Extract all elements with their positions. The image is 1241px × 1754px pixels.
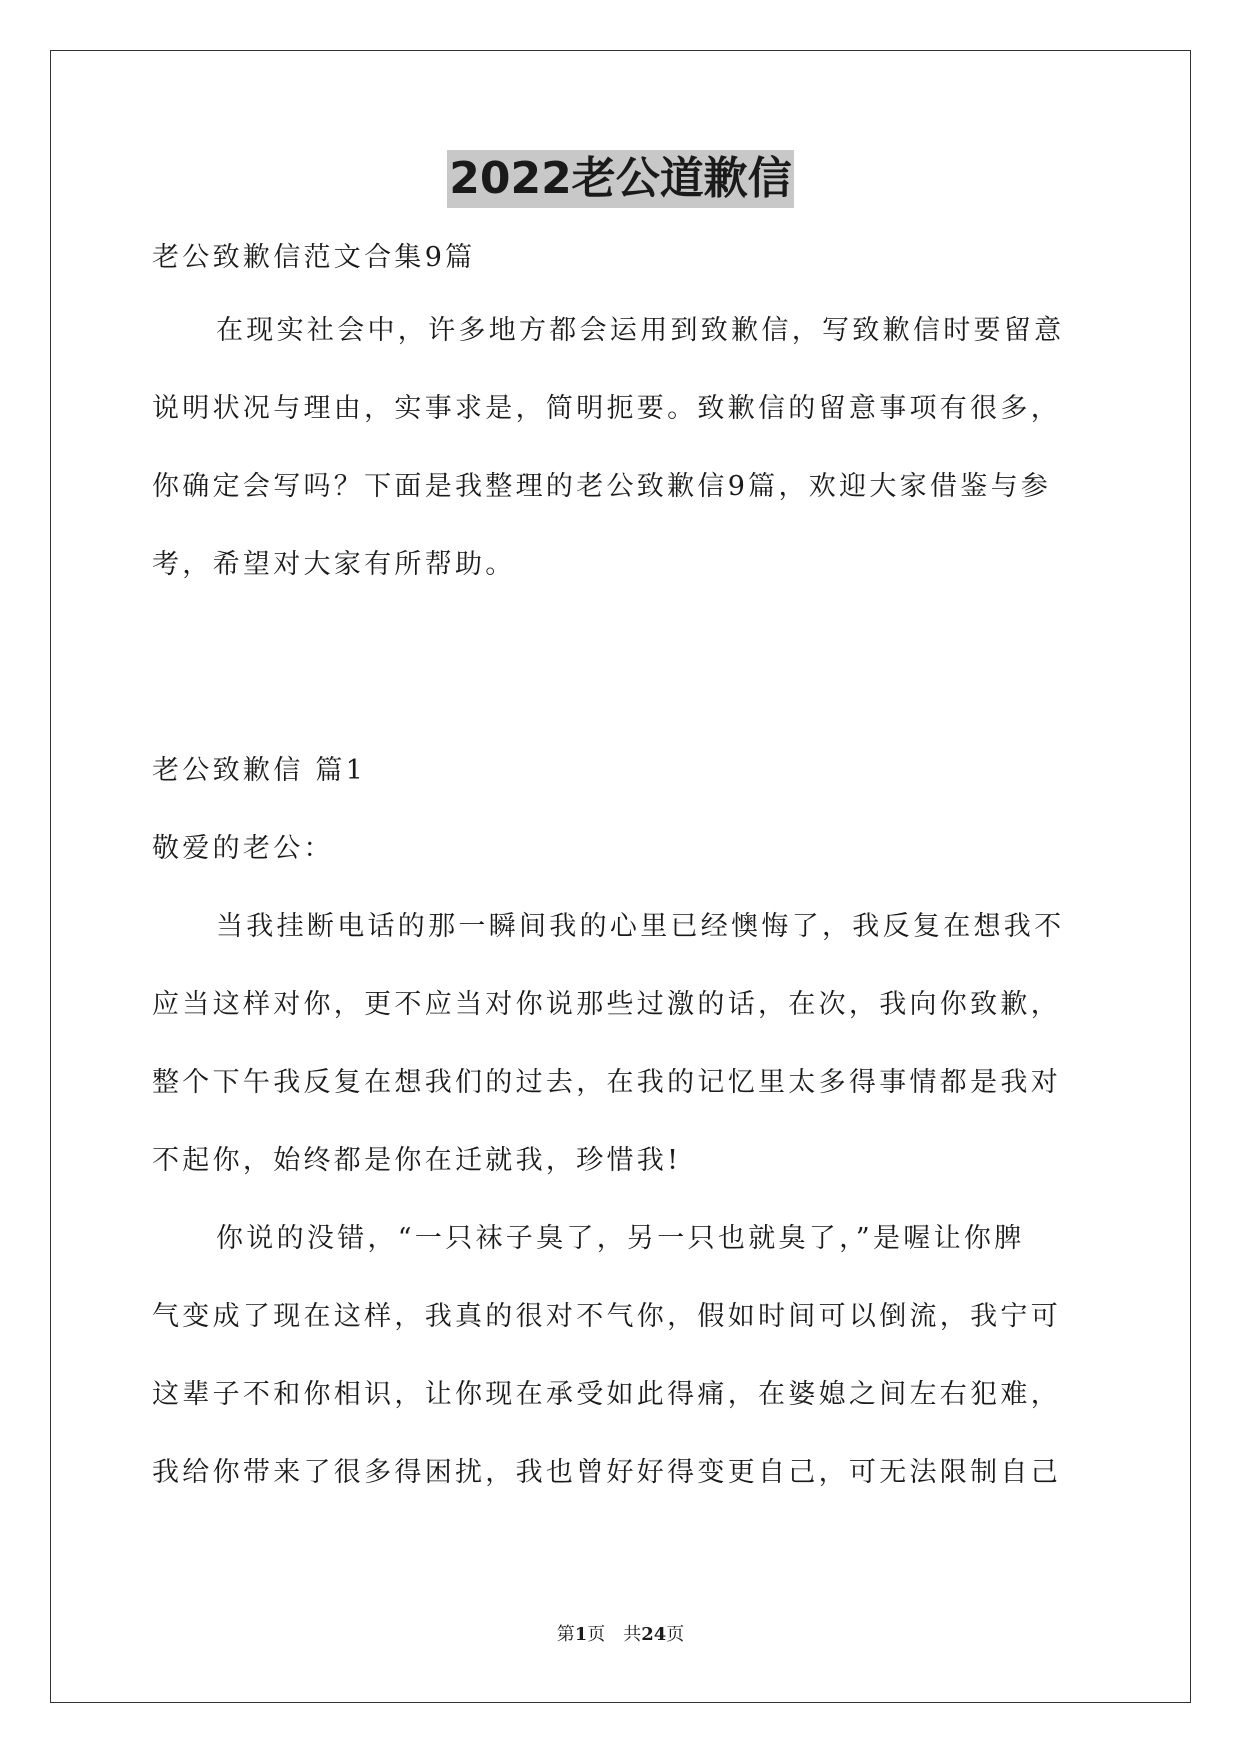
paragraph-line: 当我挂断电话的那一瞬间我的心里已经懊悔了，我反复在想我不 [216, 911, 1065, 942]
total-prefix: 共 [623, 1624, 642, 1645]
body-paragraph-1 [152, 888, 1092, 1200]
intro-line: 在现实社会中，许多地方都会运用到致歉信，写致歉信时要留意 [216, 315, 1065, 346]
intro-line: 说明状况与理由，实事求是，简明扼要。致歉信的留意事项有很多， [152, 393, 1061, 424]
intro-line: 你确定会写吗？下面是我整理的老公致歉信9篇，欢迎大家借鉴与参 [152, 471, 1052, 502]
paragraph-line: 你说的没错，“一只袜子臭了，另一只也就臭了，”是喔让你脾 [216, 1223, 1025, 1254]
intro-paragraph [152, 292, 1092, 604]
paragraph-line: 不起你，始终都是你在迁就我，珍惜我! [152, 1145, 682, 1176]
paragraph-line: 这辈子不和你相识，让你现在承受如此得痛，在婆媳之间左右犯难， [152, 1379, 1061, 1410]
page-number: 1 [574, 1624, 588, 1645]
section-heading: 老公致歉信 篇1 [152, 755, 367, 786]
document-title [0, 150, 1241, 208]
paragraph-line: 应当这样对你，更不应当对你说那些过激的话，在次，我向你致歉， [152, 989, 1061, 1020]
total-suffix: 页 [666, 1624, 685, 1645]
document-title-text: 2022老公道歉信 [447, 150, 793, 208]
paragraph-line: 整个下午我反复在想我们的过去，在我的记忆里太多得事情都是我对 [152, 1067, 1061, 1098]
page-suffix: 页 [587, 1624, 606, 1645]
page-footer [0, 1620, 1241, 1646]
total-pages: 24 [641, 1624, 667, 1645]
body-paragraph-2 [152, 1200, 1092, 1512]
page-prefix: 第 [556, 1624, 575, 1645]
salutation: 敬爱的老公： [152, 833, 334, 864]
document-subtitle: 老公致歉信范文合集9篇 [152, 242, 476, 273]
paragraph-line: 我给你带来了很多得困扰，我也曾好好得变更自己，可无法限制自己 [152, 1457, 1061, 1488]
intro-line: 考，希望对大家有所帮助。 [152, 549, 516, 580]
paragraph-line: 气变成了现在这样，我真的很对不气你，假如时间可以倒流，我宁可 [152, 1301, 1061, 1332]
